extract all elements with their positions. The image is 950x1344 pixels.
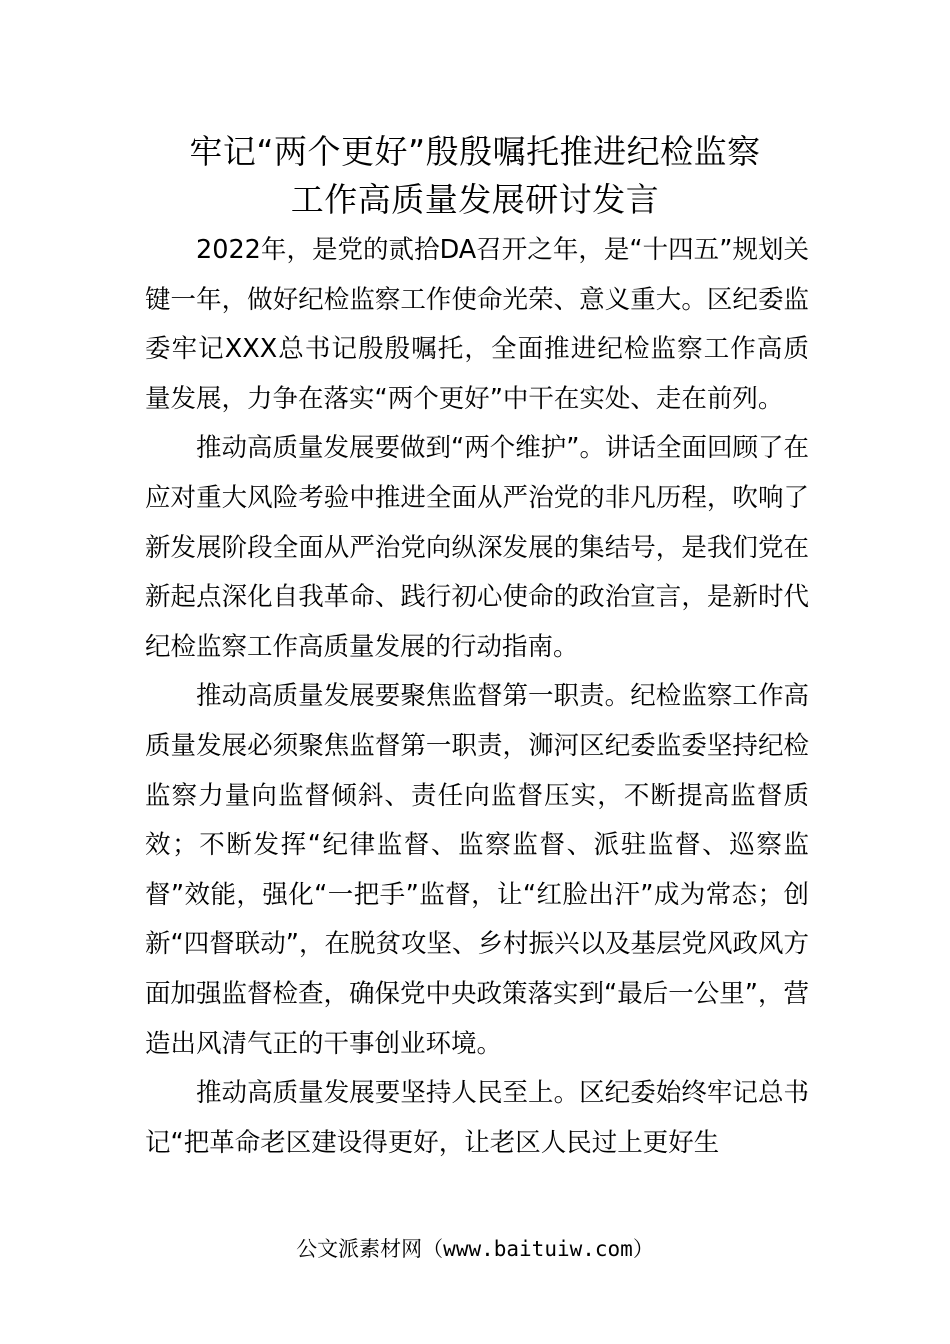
title-line-1: 牢记“两个更好”殷殷嘱托推进纪检监察 bbox=[189, 132, 761, 171]
title-line-2: 工作高质量发展研讨发言 bbox=[290, 180, 660, 219]
document-body bbox=[145, 226, 809, 1168]
paragraph-3: 推动高质量发展要聚焦监督第一职责。纪检监察工作高质量发展必须聚焦监督第一职责，浉河区纪委监委坚持纪检监察力量向监督倾斜、责任向监督压实，不断提高监督质效；不断发挥“纪律监督、监察监督、派驻监督、巡察监督”效能，强化“一把手”监督，让“红脸出汗”成为常态；创新“四督联动”，在脱贫攻坚、乡村振兴以及基层党风政风方面加强监督检查，确保党中央政策落实到“最后一公里”，营造出风清气正的干事创业环境。 bbox=[145, 681, 809, 1059]
page-footer: 公文派素材网（www.baituiw.com） bbox=[296, 1237, 654, 1261]
paragraph-1: 2022年，是党的贰拾DA召开之年，是“十四五”规划关键一年，做好纪检监察工作使命光荣、意义重大。区纪委监委牢记XXX总书记殷殷嘱托，全面推进纪检监察工作高质量发展，力争在落实“两个更好”中干在实处、走在前列。 bbox=[145, 235, 809, 414]
paragraph-2: 推动高质量发展要做到“两个维护”。讲话全面回顾了在应对重大风险考验中推进全面从严治党的非凡历程，吹响了新发展阶段全面从严治党向纵深发展的集结号，是我们党在新起点深化自我革命、践行初心使命的政治宣言，是新时代纪检监察工作高质量发展的行动指南。 bbox=[145, 433, 809, 662]
document-title bbox=[120, 128, 830, 224]
paragraph-4: 推动高质量发展要坚持人民至上。区纪委始终牢记总书记“把革命老区建设得更好，让老区人民过上更好生 bbox=[145, 1078, 809, 1158]
